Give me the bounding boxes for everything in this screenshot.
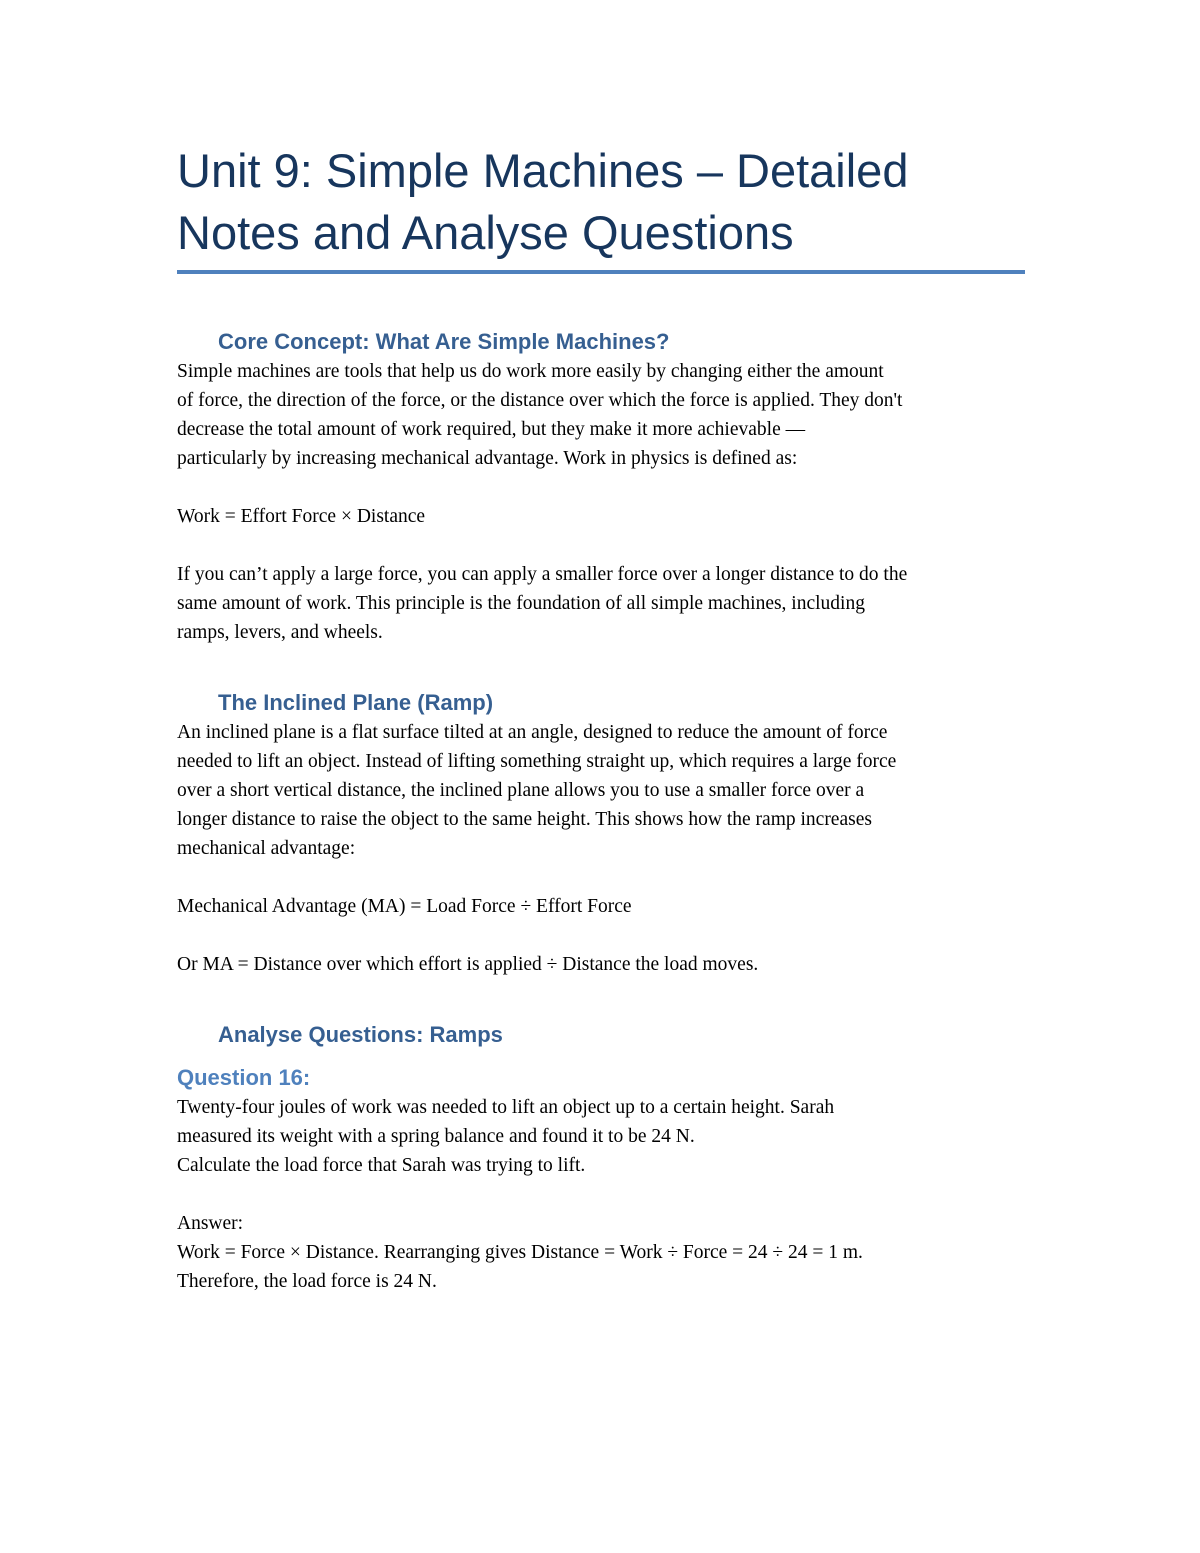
question-line: measured its weight with a spring balance and found it to be 24 N. xyxy=(177,1126,695,1147)
paragraph-line: If you can’t apply a large force, you can apply a smaller force over a longer distance to do the xyxy=(177,564,908,585)
paragraph-line: of force, the direction of the force, or the distance over which the force is applied. They don't xyxy=(177,390,903,411)
answer-line: Work = Force × Distance. Rearranging gives Distance = Work ÷ Force = 24 ÷ 24 = 1 m. xyxy=(177,1242,863,1263)
paragraph-line: over a short vertical distance, the inclined plane allows you to use a smaller force over a xyxy=(177,780,865,801)
paragraph-line: decrease the total amount of work required, but they make it more achievable — xyxy=(177,419,806,440)
question-line: Twenty-four joules of work was needed to lift an object up to a certain height. Sarah xyxy=(177,1097,835,1118)
question-line: Calculate the load force that Sarah was trying to lift. xyxy=(177,1155,586,1176)
section-heading: Analyse Questions: Ramps xyxy=(218,1022,503,1047)
ma-distance-formula: Or MA = Distance over which effort is applied ÷ Distance the load moves. xyxy=(177,954,759,975)
work-formula: Work = Effort Force × Distance xyxy=(177,506,426,527)
document-title xyxy=(177,140,1025,264)
answer-label: Answer: xyxy=(177,1213,244,1234)
spacer xyxy=(177,863,1025,892)
paragraph-line: needed to lift an object. Instead of lifting something straight up, which requires a large force xyxy=(177,751,897,772)
paragraph-line: mechanical advantage: xyxy=(177,838,356,859)
paragraph-line: ramps, levers, and wheels. xyxy=(177,622,383,643)
question-block xyxy=(177,1063,1025,1296)
spacer xyxy=(177,473,1025,502)
ma-formula: Mechanical Advantage (MA) = Load Force ÷ Effort Force xyxy=(177,896,632,917)
section-heading: Core Concept: What Are Simple Machines? xyxy=(218,329,670,354)
paragraph-line: particularly by increasing mechanical advantage. Work in physics is defined as: xyxy=(177,448,798,469)
paragraph-line: An inclined plane is a flat surface tilted at an angle, designed to reduce the amount of force xyxy=(177,722,888,743)
spacer xyxy=(177,1180,1025,1209)
question-label: Question 16: xyxy=(177,1065,311,1090)
paragraph-line: longer distance to raise the object to the same height. This shows how the ramp increases xyxy=(177,809,872,830)
title-underline xyxy=(177,270,1025,274)
paragraph-line: Simple machines are tools that help us do work more easily by changing either the amount xyxy=(177,361,884,382)
section-core-concept xyxy=(177,327,1025,647)
title-line-1: Unit 9: Simple Machines – Detailed xyxy=(177,144,909,197)
spacer xyxy=(177,531,1025,560)
answer-line: Therefore, the load force is 24 N. xyxy=(177,1271,437,1292)
paragraph-line: same amount of work. This principle is the foundation of all simple machines, including xyxy=(177,593,865,614)
document-body xyxy=(177,140,1025,1296)
section-analyse-questions xyxy=(177,1020,1025,1296)
title-line-2: Notes and Analyse Questions xyxy=(177,206,794,259)
section-inclined-plane xyxy=(177,688,1025,979)
spacer xyxy=(177,921,1025,950)
section-heading: The Inclined Plane (Ramp) xyxy=(218,690,494,715)
